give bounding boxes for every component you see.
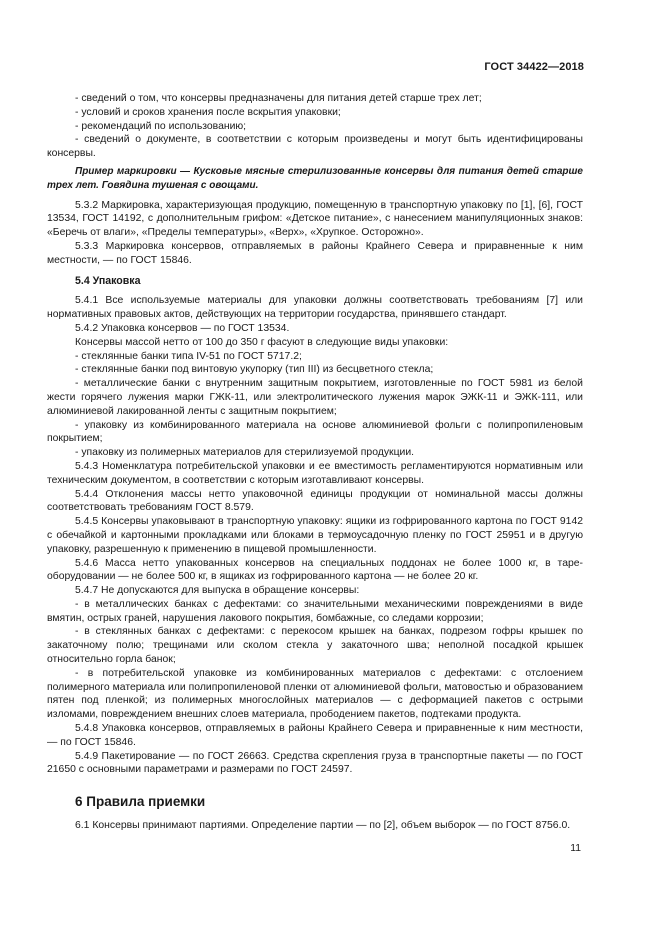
list-item: - стеклянные банки под винтовую укупорку (тип III) из бесцветного стекла; [75,364,434,376]
list-item: - сведений о документе, в соответствии с которым произведены и могут быть идентифицированы консервы. [47,134,583,160]
paragraph: 5.4.2 Упаковка консервов — по ГОСТ 13534. [75,322,290,334]
document-code: ГОСТ 34422—2018 [484,61,584,73]
paragraph: 5.4.6 Масса нетто упакованных консервов на специальных поддонах не более 1000 кг, в таре-оборудовании — не более 500 кг, в ящиках из гофрированного картона — не более 20 кг. [47,557,583,583]
page-number: 11 [570,843,581,854]
list-item: - сведений о том, что консервы предназначены для питания детей старше трех лет; [75,93,482,104]
paragraph: 5.3.2 Маркировка, характеризующая продукцию, помещенную в транспортную упаковку по [1], [6], ГОСТ 13534, ГОСТ 14192, с дополнительным грифом: «Детское питание», с нанесением манипуляционных знаков: «Беречь от влаги», «Пределы температуры», «Верх», «Хрупкое. Осторожно». [47,199,583,239]
example-note: Пример маркировки — Кусковые мясные стерилизованные консервы для питания детей старше трех лет. Говядина тушеная с овощами. [47,165,583,191]
paragraph: 5.4.5 Консервы упаковывают в транспортную упаковку: ящики из гофрированного картона по ГОСТ 9142 с обечайкой и картонными прокладками или блоками в термоусадочную пленку по ГОСТ 25951 и в другую упаковку, разрешенную к применению в пищевой промышленности. [47,516,583,555]
list-item: - в металлических банках с дефектами: со значительными механическими повреждениями в виде вмятин, острых граней, нарушения лакового покрытия, бомбажные, со следами коррозии; [47,598,583,624]
paragraph: 6.1 Консервы принимают партиями. Определение партии — по [2], объем выборок — по ГОСТ 8756.0. [75,820,571,832]
list-item: - упаковку из полимерных материалов для стерилизуемой продукции. [75,447,415,459]
document-body [47,92,583,833]
list-item: - металлические банки с внутренним защитным покрытием, изготовленные по ГОСТ 5981 из белой жести горячего лужения марки ГЖК-11, или электролитического лужения марок ЭЖК-11 и ЭЖК-111, или алюминиевой лакированной ленты с защитным покрытием; [47,378,583,417]
list-item: - стеклянные банки типа IV-51 по ГОСТ 5717.2; [75,350,302,362]
paragraph: 5.4.4 Отклонения массы нетто упаковочной единицы продукции от номинальной массы должны соответствовать требованиям ГОСТ 8.579. [47,488,583,514]
paragraph: Консервы массой нетто от 100 до 350 г фасуют в следующие виды упаковки: [75,336,449,348]
paragraph: 5.4.3 Номенклатура потребительской упаковки и ее вместимость регламентируются нормативным или техническим документом, в соответствии с которым изготавливают консервы. [47,460,583,486]
paragraph: 5.4.1 Все используемые материалы для упаковки должны соответствовать требованиям [7] или нормативных правовых актов, действующих на территории государства, принявшего стандарт. [47,295,583,321]
paragraph: 5.4.8 Упаковка консервов, отправляемых в районы Крайнего Севера и приравненные к ним местности, — по ГОСТ 15846. [47,723,583,748]
list-item: - в стеклянных банках с дефектами: с перекосом крышек на банках, подрезом гофры крышек по закаточному полю; трещинами или сколом стекла у закаточного шва; неполной посадкой крышек относительно горла банок; [47,626,583,666]
list-item: - упаковку из комбинированного материала на основе алюминиевой фольги с полипропиленовым покрытием; [47,419,583,445]
chapter-heading: 6 Правила приемки [75,794,206,810]
paragraph: 5.4.7 Не допускаются для выпуска в обращение консервы: [75,585,360,597]
list-item: - в потребительской упаковке из комбинированных материалов с дефектами: с отслоением полимерного материала или полипропиленовой пленки от алюминиевой фольги, матовостью и образованием пятен под пленкой; из полимерных многослойных материалов — с деформацией пакетов с острыми изломами, повреждением внешних слоев материала, прободением пакетов, подтеками продукта. [47,667,583,721]
list-item: - условий и сроков хранения после вскрытия упаковки; [75,106,341,118]
list-item: - рекомендаций по использованию; [75,120,247,132]
section-heading: 5.4 Упаковка [75,274,141,287]
paragraph: 5.4.9 Пакетирование — по ГОСТ 26663. Средства скрепления груза в транспортные пакеты — по ГОСТ 21650 с основными параметрами и размерами по ГОСТ 24597. [47,750,583,776]
paragraph: 5.3.3 Маркировка консервов, отправляемых в районы Крайнего Севера и приравненные к ним местности, — по ГОСТ 15846. [47,240,583,266]
